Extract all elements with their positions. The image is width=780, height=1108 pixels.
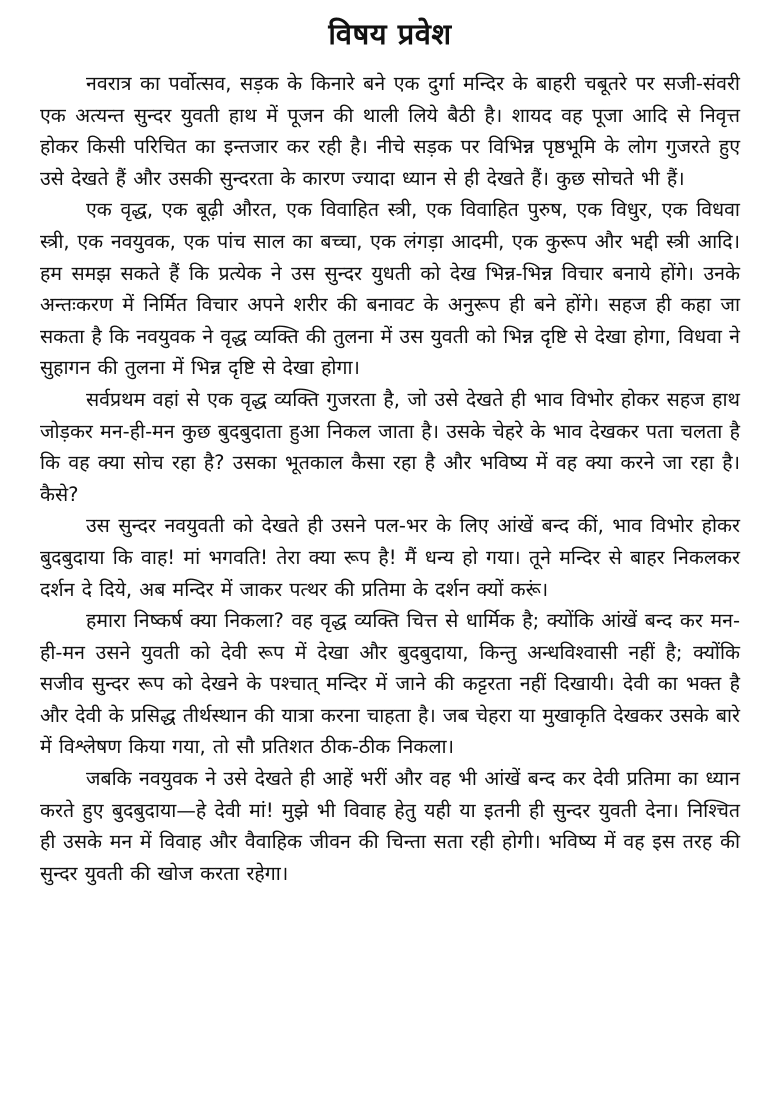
paragraph-old-man-reaction: उस सुन्दर नवयुवती को देखते ही उसने पल-भर के लिए आंखें बन्द कीं, भाव विभोर होकर बुदबुदाया कि वाह! मां भगवति! तेरा क्या रूप है! मैं धन्य हो गया। तूने मन्दिर से बाहर निकलकर दर्शन दे दिये, अब मन्दिर में जाकर पत्थर की प्रतिमा के दर्शन क्यों करूं। [40, 514, 740, 601]
page-title: विषय प्रवेश [328, 17, 452, 51]
paragraph-old-man: सर्वप्रथम वहां से एक वृद्ध व्यक्ति गुजरता है, जो उसे देखते ही भाव विभोर होकर सहज हाथ जोड़कर मन-ही-मन कुछ बुदबुदाता हुआ निकल जाता है। उसके चेहरे के भाव देखकर पता चलता है कि वह क्या सोच रहा है? उसका भूतकाल कैसा रहा है और भविष्य में वह क्या करने जा रहा है। कैसे? [40, 387, 740, 506]
paragraph-young-man: जबकि नवयुवक ने उसे देखते ही आहें भरीं और वह भी आंखें बन्द कर देवी प्रतिमा का ध्यान करते हुए बुदबुदाया—हे देवी मां! मुझे भी विवाह हेतु यही या इतनी ही सुन्दर युवती देना। निश्चित ही उसके मन में विवाह और वैवाहिक जीवन की चिन्ता सता रही होगी। भविष्य में वह इस तरह की सुन्दर युवती की खोज करता रहेगा। [40, 767, 740, 885]
paragraph-conclusion: हमारा निष्कर्ष क्या निकला? वह वृद्ध व्यक्ति चित्त से धार्मिक है; क्योंकि आंखें बन्द कर मन-ही-मन उसने युवती को देवी रूप में देखा और बुदबुदाया, किन्तु अन्धविश्वासी नहीं है; क्योंकि सजीव सुन्दर रूप को देखने के पश्चात् मन्दिर में जाने की कट्टरता नहीं दिखायी। देवी का भक्त है और देवी के प्रसिद्ध तीर्थस्थान की यात्रा करना चाहता है। जब चेहरा या मुखाकृति देखकर उसके बारे में विश्लेषण किया गया, तो सौ प्रतिशत ठीक-ठीक निकला। [40, 609, 740, 759]
paragraph-intro: नवरात्र का पर्वोत्सव, सड़क के किनारे बने एक दुर्गा मन्दिर के बाहरी चबूतरे पर सजी-संवरी एक अत्यन्त सुन्दर युवती हाथ में पूजन की थाली लिये बैठी है। शायद वह पूजा आदि से निवृत्त होकर किसी परिचित का इन्तजार कर रही है। नीचे सड़क पर विभिन्न पृष्ठभूमि के लोग गुजरते हुए उसे देखते हैं और उसकी सुन्दरता के कारण ज्यादा ध्यान से ही देखते हैं। कुछ सोचते भी हैं। [40, 72, 740, 190]
paragraph-observers: एक वृद्ध, एक बूढ़ी औरत, एक विवाहित स्त्री, एक विवाहित पुरुष, एक विधुर, एक विधवा स्त्री, एक नवयुवक, एक पांच साल का बच्चा, एक लंगड़ा आदमी, एक कुरूप और भद्दी स्त्री आदि। हम समझ सकते हैं कि प्रत्येक ने उस सुन्दर युधती को देख भिन्न-भिन्न विचार बनाये होंगे। उनके अन्तःकरण में निर्मित विचार अपने शरीर की बनावट के अनुरूप ही बने होंगे। सहज ही कहा जा सकता है कि नवयुवक ने वृद्ध व्यक्ति की तुलना में उस युवती को भिन्न दृष्टि से देखा होगा, विधवा ने सुहागन की तुलना में भिन्न दृष्टि से देखा होगा। [40, 198, 740, 380]
